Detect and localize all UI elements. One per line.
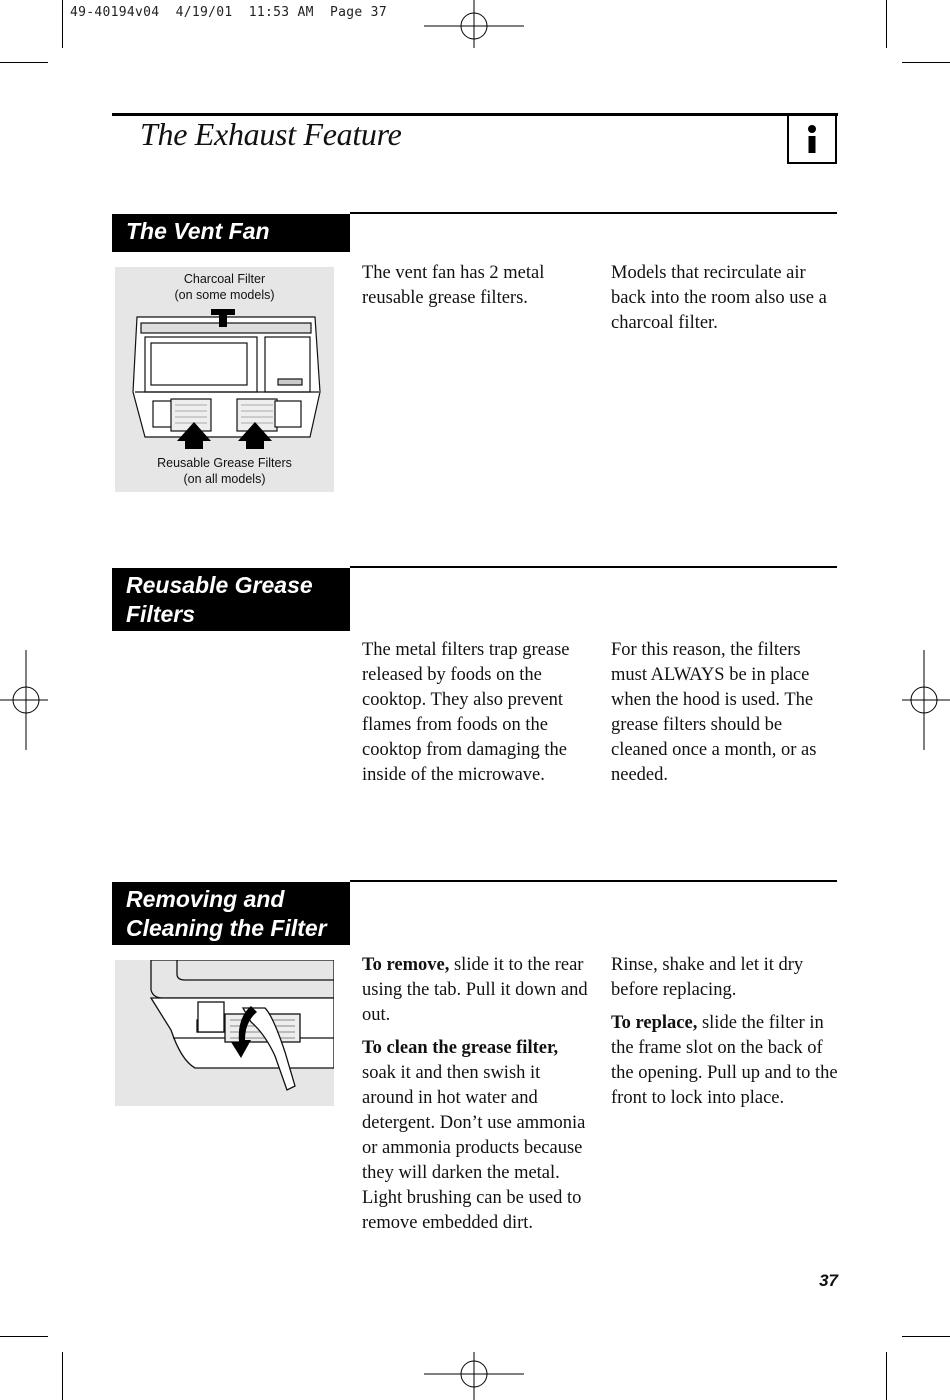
section-heading-removing: Removing and Cleaning the Filter xyxy=(112,882,350,945)
to-replace-paragraph: To replace, slide the filter in the frame slot on the back of the opening. Pull up and to the front to lock into place. xyxy=(611,1013,838,1108)
grease-filters-col-2: For this reason, the filters must ALWAYS be in place when the hood is used. The grease filters should be cleaned once a month, or as needed. xyxy=(611,640,817,785)
filter-removal-figure xyxy=(115,960,334,1106)
section-rule xyxy=(350,880,837,882)
section-rule xyxy=(350,566,837,568)
page-number: 37 xyxy=(819,1271,838,1290)
section-rule xyxy=(350,212,837,214)
section-heading-vent-fan: The Vent Fan xyxy=(112,214,350,252)
to-remove-paragraph: To remove, slide it to the rear using the tab. Pull it down and out. xyxy=(362,955,588,1025)
charcoal-filter-label: Charcoal Filter (on some models) xyxy=(174,272,275,302)
vent-fan-figure xyxy=(115,267,334,492)
filter-removal-illustration xyxy=(115,960,334,1106)
section-heading-grease-filters: Reusable Grease Filters xyxy=(112,568,350,631)
page-title: The Exhaust Feature xyxy=(140,116,402,152)
printer-slug: 49-40194v04 4/19/01 11:53 AM Page 37 xyxy=(70,5,387,20)
grease-filters-label: Reusable Grease Filters (on all models) xyxy=(157,456,292,486)
vent-fan-col-1: The vent fan has 2 metal reusable grease filters. xyxy=(362,263,545,308)
to-clean-paragraph: To clean the grease filter, soak it and then swish it around in hot water and detergent. Don’t use ammonia or ammonia products because they will darken the metal. Light brushing can be used to remove embedded dirt. xyxy=(362,1038,586,1233)
info-icon xyxy=(787,113,837,164)
grease-filters-col-1: The metal filters trap grease released by foods on the cooktop. They also prevent flames from foods on the cooktop from damaging the inside of the microwave. xyxy=(362,640,570,785)
vent-fan-col-2: Models that recirculate air back into the room also use a charcoal filter. xyxy=(611,263,827,333)
removing-col-2 xyxy=(611,953,841,1119)
rinse-paragraph: Rinse, shake and let it dry before replacing. xyxy=(611,955,804,1000)
removing-col-1 xyxy=(362,953,592,1244)
